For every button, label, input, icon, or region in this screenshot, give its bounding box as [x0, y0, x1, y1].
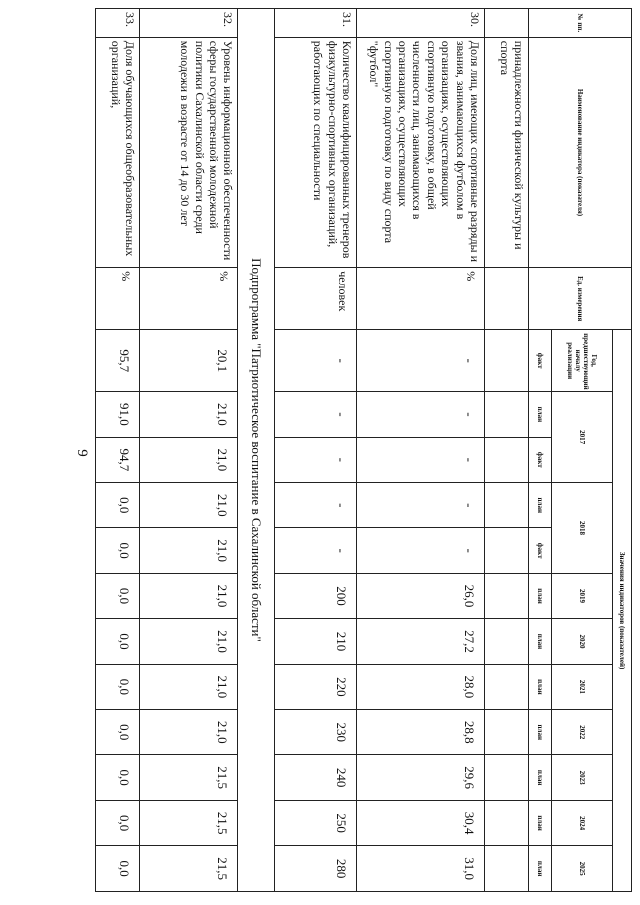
- cell-2023: 240: [275, 755, 357, 800]
- cell-2019: 26,0: [357, 573, 485, 618]
- header-year-2018: 2018: [552, 483, 613, 574]
- header-year-2021: 2021: [552, 664, 613, 709]
- cell-2017-fact: 94,7: [96, 437, 140, 482]
- table-row: [275, 9, 357, 892]
- cell-base: -: [357, 330, 485, 392]
- header-unit: Ед. измерения: [529, 268, 632, 330]
- row-unit: [485, 268, 529, 330]
- cell-2021: 220: [275, 664, 357, 709]
- page-number: 9: [74, 449, 90, 457]
- header-num: № пп.: [529, 9, 632, 38]
- cell-2020: 210: [275, 619, 357, 664]
- cell-2023: [485, 755, 529, 800]
- row-num: 31.: [275, 9, 357, 38]
- header-plan: план: [529, 846, 552, 892]
- cell-2018-fact: -: [275, 528, 357, 573]
- rotated-page: [109, 0, 640, 905]
- cell-2018-plan: [485, 483, 529, 528]
- header-year-2024: 2024: [552, 800, 613, 845]
- table-row: [96, 9, 140, 892]
- cell-2024: [485, 800, 529, 845]
- header-base-year: Год, предшествующий началу реализации: [552, 330, 613, 392]
- cell-2022: 28,8: [357, 710, 485, 755]
- table-row: [140, 9, 238, 892]
- cell-2024: 30,4: [357, 800, 485, 845]
- subprogram-title: Подпрограмма "Патриотическое воспитание в Сахалинской области": [238, 9, 275, 892]
- header-name: Наименование индикатора (показателя): [529, 37, 632, 267]
- cell-2018-fact: -: [357, 528, 485, 573]
- cell-2018-plan: -: [275, 483, 357, 528]
- header-fact: факт: [529, 528, 552, 573]
- cell-2017-fact: -: [357, 437, 485, 482]
- row-num: 33.: [96, 9, 140, 38]
- row-name: принадлежности физической культуры и спорта: [485, 37, 529, 267]
- cell-2018-plan: 21,0: [140, 483, 238, 528]
- cell-2017-plan: 91,0: [96, 392, 140, 437]
- cell-2020: 0,0: [96, 619, 140, 664]
- subprogram-row: [238, 9, 275, 892]
- row-unit: человек: [275, 268, 357, 330]
- cell-2017-plan: -: [275, 392, 357, 437]
- row-name: Количество квалифицированных тренеров физкультурно-спортивных организаций, работающих по специальности: [275, 37, 357, 267]
- cell-2017-fact: 21,0: [140, 437, 238, 482]
- cell-2023: 0,0: [96, 755, 140, 800]
- header-year-2025: 2025: [552, 846, 613, 892]
- cell-2018-fact: 0,0: [96, 528, 140, 573]
- cell-2025: [485, 846, 529, 892]
- cell-2021: [485, 664, 529, 709]
- cell-2017-plan: 21,0: [140, 392, 238, 437]
- header-year-2017: 2017: [552, 392, 613, 483]
- cell-2018-fact: [485, 528, 529, 573]
- row-unit: %: [140, 268, 238, 330]
- row-num: 32.: [140, 9, 238, 38]
- cell-2025: 21,5: [140, 846, 238, 892]
- row-name: Уровень информационной обеспеченности сферы государственной молодежной политики Сахалинской области среди молодежи в возрасте от 14 до 30 лет: [140, 37, 238, 267]
- header-year-2022: 2022: [552, 710, 613, 755]
- cell-2024: 250: [275, 800, 357, 845]
- cell-base: -: [275, 330, 357, 392]
- row-num: [485, 9, 529, 38]
- cell-2019: 0,0: [96, 573, 140, 618]
- cell-2020: 21,0: [140, 619, 238, 664]
- table-row: [485, 9, 529, 892]
- cell-2024: 0,0: [96, 800, 140, 845]
- cell-2025: 280: [275, 846, 357, 892]
- cell-2022: 0,0: [96, 710, 140, 755]
- cell-base: 20,1: [140, 330, 238, 392]
- header-plan: план: [529, 710, 552, 755]
- indicators-table: [95, 8, 632, 892]
- cell-2017-fact: [485, 437, 529, 482]
- header-plan: план: [529, 755, 552, 800]
- row-num: 30.: [357, 9, 485, 38]
- cell-2022: [485, 710, 529, 755]
- cell-2021: 21,0: [140, 664, 238, 709]
- cell-2018-plan: -: [357, 483, 485, 528]
- header-plan: план: [529, 483, 552, 528]
- cell-2020: [485, 619, 529, 664]
- cell-2019: 21,0: [140, 573, 238, 618]
- cell-2023: 21,5: [140, 755, 238, 800]
- header-fact: факт: [529, 437, 552, 482]
- header-year-2020: 2020: [552, 619, 613, 664]
- header-plan: план: [529, 619, 552, 664]
- cell-2022: 21,0: [140, 710, 238, 755]
- cell-2017-plan: -: [357, 392, 485, 437]
- cell-2020: 27,2: [357, 619, 485, 664]
- row-unit: %: [96, 268, 140, 330]
- header-fact: факт: [529, 330, 552, 392]
- cell-2018-plan: 0,0: [96, 483, 140, 528]
- row-unit: %: [357, 268, 485, 330]
- header-plan: план: [529, 392, 552, 437]
- cell-base: 95,7: [96, 330, 140, 392]
- cell-2024: 21,5: [140, 800, 238, 845]
- table-row: [357, 9, 485, 892]
- cell-2022: 230: [275, 710, 357, 755]
- cell-2019: [485, 573, 529, 618]
- row-name: Доля лиц, имеющих спортивные разряды и звания, занимающихся футболом в организациях, осуществляющих спортивную подготовку, в общей численности лиц, занимающихся в организациях, осуществляющих спортивную подготовку по виду спорта "футбол": [357, 37, 485, 267]
- header-plan: план: [529, 573, 552, 618]
- header-year-2023: 2023: [552, 755, 613, 800]
- cell-2025: 31,0: [357, 846, 485, 892]
- cell-2019: 200: [275, 573, 357, 618]
- cell-2023: 29,6: [357, 755, 485, 800]
- cell-2018-fact: 21,0: [140, 528, 238, 573]
- row-name: Доля обучающихся общеобразовательных организаций,: [96, 37, 140, 267]
- header-values-group: Значения индикаторов (показателей): [613, 330, 632, 892]
- cell-2021: 28,0: [357, 664, 485, 709]
- cell-base: [485, 330, 529, 392]
- cell-2017-plan: [485, 392, 529, 437]
- header-plan: план: [529, 664, 552, 709]
- cell-2017-fact: -: [275, 437, 357, 482]
- header-plan: план: [529, 800, 552, 845]
- cell-2025: 0,0: [96, 846, 140, 892]
- cell-2021: 0,0: [96, 664, 140, 709]
- header-year-2019: 2019: [552, 573, 613, 618]
